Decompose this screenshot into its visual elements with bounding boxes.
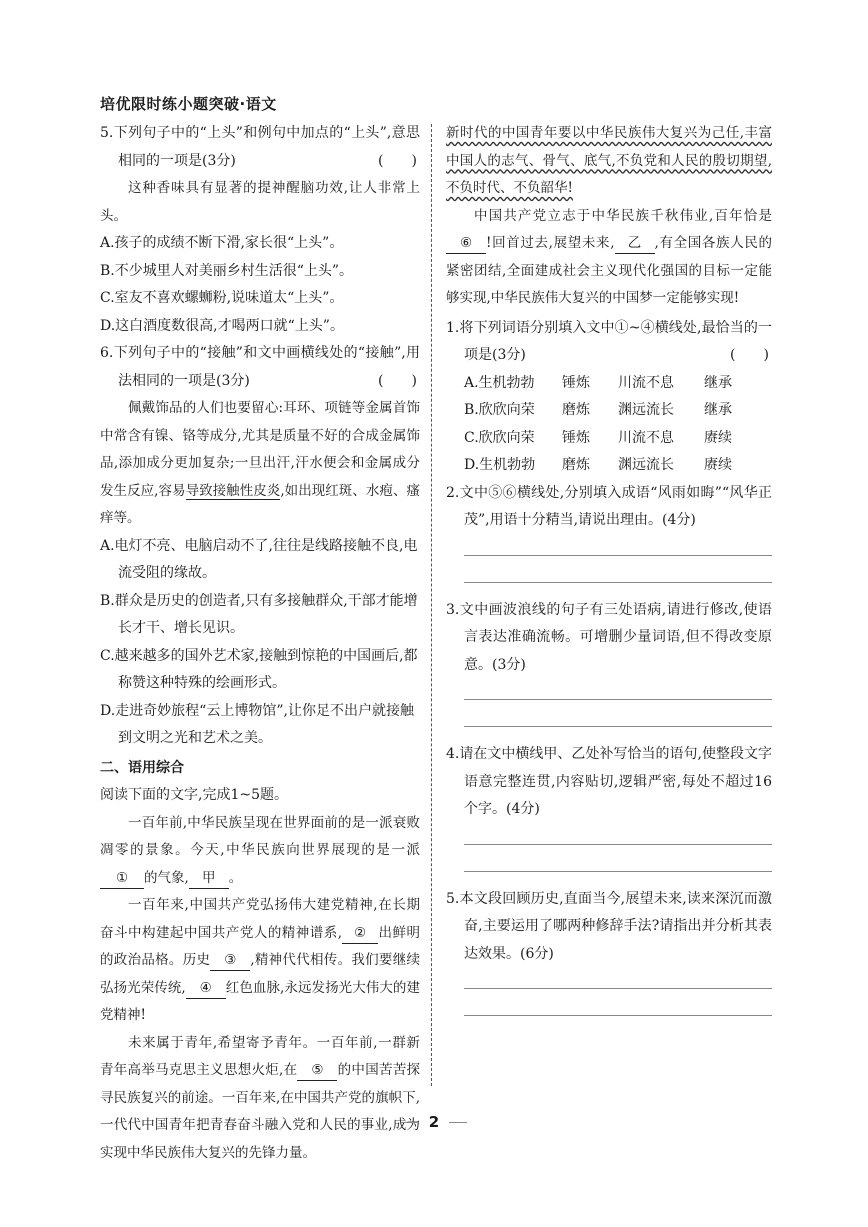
q5-option-d[interactable]: D.这白酒度数很高,才喝两口就“上头”。 [100,317,344,334]
page-header: 培优限时练小题突破·语文 [100,95,277,113]
answer-bracket[interactable]: ( ) [730,347,769,363]
wavy-underlined-sentence: 新时代的中国青年要以中华民族伟大复兴为己任,丰富中国人的志气、骨气、底气,不负党和人民的殷切期望,不负时代、不负韶华! [446,125,772,196]
underlined-phrase: 导致接触性皮炎 [185,482,281,499]
q5-option-c[interactable]: C.室友不喜欢螺蛳粉,说味道太“上头”。 [100,290,344,306]
answer-line[interactable] [464,1015,772,1016]
blank-5: ⑤ [297,1060,337,1081]
right-column [446,120,772,1016]
reading-question-2: 2.文中⑤⑥横线处,分别填入成语“风雨如晦”“风华正茂”,用语十分精当,请说出理由。(4分) [446,484,772,528]
reading-question-5: 5.本文段回顾历史,直面当今,展望未来,读来深沉而激奋,主要运用了哪两种修辞手法?请指出并分析其表达效果。(6分) [446,890,772,962]
section-title: 二、语用综合 [100,759,184,776]
reading-paragraph-1: 一百年前,中华民族呈现在世界面前的是一派衰败凋零的景象。今天,中华民族向世界展现的是一派① 的气象, 甲 。 [100,810,420,893]
q5-option-a[interactable]: A.孩子的成绩不断下滑,家长很“上头”。 [100,235,344,251]
blank-jia: 甲 [189,868,229,889]
question-5-stem: 5.下列句子中的“上头”和例句中加点的“上头”,意思相同的一项是(3分) ( ) [100,120,420,175]
q5-option-b[interactable]: B.不少城里人对美丽乡村生活很“上头”。 [100,262,354,279]
column-divider [431,124,432,1086]
reading-paragraph-3: 未来属于青年,希望寄予青年。一百年前,一群新青年高举马克思主义思想火炬,在 ⑤ 的中国苦苦探寻民族复兴的前途。一百年来,在中国共产党的旗帜下,一代代中国青年把青春奋斗融入党和人民的事业,成为实现中华民族伟大复兴的先锋力量。 [100,1034,421,1161]
r1-option-b[interactable]: B.欣欣向荣 磨炼 渊远流长 继承 [464,402,732,418]
r1-option-d[interactable]: D.生机勃勃 磨炼 渊远流长 赓续 [464,457,732,473]
left-column [100,120,420,1167]
page-number: 2 [0,1113,868,1131]
reading-paragraph-3-wavy [446,120,772,203]
reading-question-1: 1.将下列词语分别填入文中①~④横线处,最恰当的一项是(3分) ( ) [446,315,772,370]
question-6-stem: 6.下列句子中的“接触”和文中画横线处的“接触”,用法相同的一项是(3分) ( ) [100,340,420,395]
r1-option-c[interactable]: C.欣欣向荣 锤炼 川流不息 赓续 [464,429,732,446]
reading-question-3: 3.文中画波浪线的句子有三处语病,请进行修改,使语言表达准确流畅。可增删少量词语,但不得改变原意。(3分) [446,601,772,673]
blank-1: ① [100,868,144,889]
blank-3: ③ [210,950,250,971]
question-6-passage: 佩戴饰品的人们也要留心:耳环、项链等金属首饰中常含有镍、铬等成分,尤其是质量不好的合成金属饰品,添加成分更加复杂;一旦出汗,汗水便会和金属成分发生反应,容易导致接触性皮炎,如出现红斑、水疱、瘙痒等。 [100,400,420,526]
section-instruction: 阅读下面的文字,完成1~5题。 [100,787,288,803]
blank-4: ④ [186,978,226,999]
reading-paragraph-4: 中国共产党立志于中华民族千秋伟业,百年恰是⑥ !回首过去,展望未来, 乙 ,有全国各族人民的紧密团结,全面建成社会主义现代化强国的目标一定能够实现,中华民族伟大复兴的中国梦一定能够实现! [446,207,773,306]
blank-6: ⑥ [446,233,486,254]
blank-2: ② [342,923,378,944]
q6-option-a[interactable]: A.电灯不亮、电脑启动不了,往往是线路接触不良,电流受阻的缘故。 [100,537,418,581]
reading-question-4: 4.请在文中横线甲、乙处补写恰当的语句,使整段文字语意完整连贯,内容贴切,逻辑严密,每处不超过16个字。(4分) [446,746,772,817]
answer-bracket[interactable]: ( ) [378,372,417,389]
q6-option-c[interactable]: C.越来越多的国外艺术家,接触到惊艳的中国画后,都称赞这种特殊的绘画形式。 [100,647,418,691]
q6-option-b[interactable]: B.群众是历史的创造者,只有多接触群众,干部才能增长才干、增长见识。 [100,592,418,636]
question-5-example: 这种香味具有显著的提神醒脑功效,让人非常上头。 [100,180,420,224]
blank-yi: 乙 [615,233,655,254]
r1-option-a[interactable]: A.生机勃勃 锤炼 川流不息 继承 [464,374,732,391]
q6-option-d[interactable]: D.走进奇妙旅程“云上博物馆”,让你足不出户就接触到文明之光和艺术之美。 [100,702,414,746]
answer-bracket[interactable]: ( ) [378,152,417,169]
reading-paragraph-2: 一百年来,中国共产党弘扬伟大建党精神,在长期奋斗中构建起中国共产党人的精神谱系, ② 出鲜明的政治品格。历史 ③ ,精神代代相传。我们要继续弘扬光荣传统, ④ 红色血脉,永远发扬光大伟大的建党精神! [100,897,421,1023]
